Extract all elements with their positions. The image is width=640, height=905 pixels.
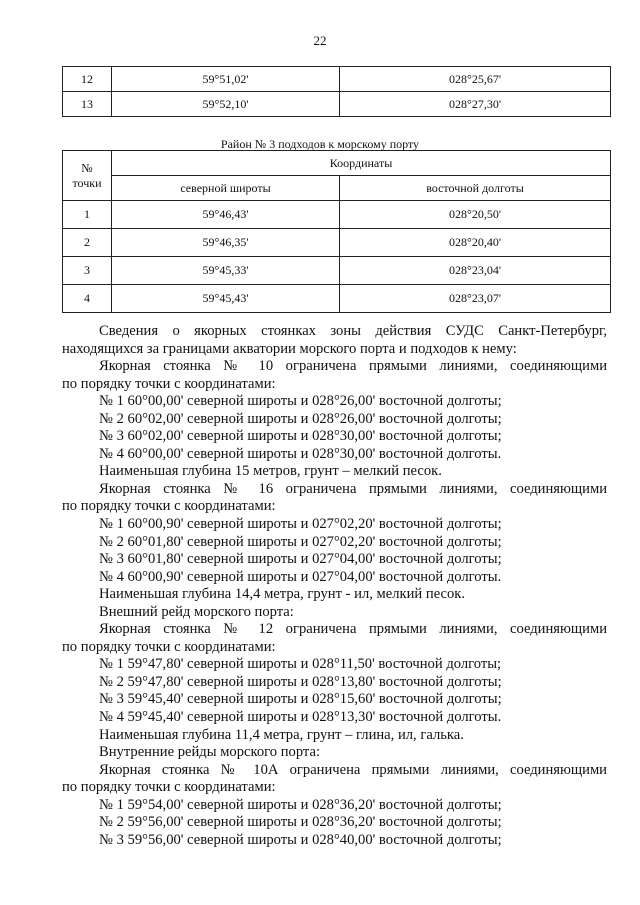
point-number-cell: 2 [63, 229, 112, 257]
anchorage-10-point-2: № 2 60°02,00' северной широты и 028°26,00' восточной долготы; [99, 410, 502, 427]
page-number: 22 [313, 33, 327, 48]
anchorage-10a-point-3: № 3 59°56,00' северной широты и 028°40,00' восточной долготы; [99, 831, 502, 848]
anchorage-16-point-4: № 4 60°00,90' северной широты и 027°04,00' восточной долготы. [99, 568, 502, 585]
anchorage-information [62, 323, 607, 849]
latitude-cell: 59°46,43' [112, 201, 340, 229]
longitude-cell: 028°20,40' [340, 229, 611, 257]
anchorage-10-description: Якорная стоянка № 10 ограничена прямыми линиями, соединяющими [99, 358, 607, 375]
anchorage-16-depth: Наименьшая глубина 14,4 метра, грунт - ил, мелкий песок. [99, 586, 466, 603]
longitude-header: восточной долготы [340, 176, 611, 201]
latitude-header: северной широты [112, 176, 340, 201]
point-number-cell: 12 [63, 67, 112, 92]
anchorage-16-description: Якорная стоянка № 16 ограничена прямыми линиями, соединяющими [99, 480, 607, 497]
anchorage-10a-description: по порядку точки с координатами: [62, 779, 276, 796]
anchorage-16-point-2: № 2 60°01,80' северной широты и 027°02,20' восточной долготы; [99, 533, 502, 550]
longitude-cell: 028°23,04' [340, 257, 611, 285]
table-subheader-row [63, 176, 611, 201]
table-row [63, 229, 611, 257]
point-number-header: № точки [63, 151, 112, 201]
latitude-cell: 59°45,33' [112, 257, 340, 285]
point-number-cell: 1 [63, 201, 112, 229]
longitude-cell: 028°23,07' [340, 285, 611, 313]
anchorage-12-point-4: № 4 59°45,40' северной широты и 028°13,30' восточной долготы. [99, 709, 502, 726]
anchorage-10-point-3: № 3 60°02,00' северной широты и 028°30,00' восточной долготы; [99, 428, 502, 445]
anchorage-16-description: по порядку точки с координатами: [62, 498, 276, 515]
anchorage-12-point-2: № 2 59°47,80' северной широты и 028°13,80' восточной долготы; [99, 673, 502, 690]
table-row [63, 285, 611, 313]
latitude-cell: 59°46,35' [112, 229, 340, 257]
intro-paragraph-line: Сведения о якорных стоянках зоны действия СУДС Санкт-Петербург, [99, 323, 607, 339]
anchorage-12-description: по порядку точки с координатами: [62, 638, 276, 655]
table-header-row [63, 151, 611, 176]
coordinates-table-continued [62, 66, 611, 117]
anchorage-16-point-1: № 1 60°00,90' северной широты и 027°02,20' восточной долготы; [99, 516, 502, 533]
region-3-coordinates-table [62, 150, 611, 313]
table-row [63, 67, 611, 92]
point-number-cell: 4 [63, 285, 112, 313]
intro-paragraph-line: находящихся за границами акватории морского порта и подходов к нему: [62, 340, 517, 357]
anchorage-10-point-1: № 1 60°00,00' северной широты и 028°26,00' восточной долготы; [99, 393, 502, 410]
table-row [63, 201, 611, 229]
anchorage-10-point-4: № 4 60°00,00' северной широты и 028°30,00' восточной долготы. [99, 445, 502, 462]
latitude-cell: 59°45,43' [112, 285, 340, 313]
anchorage-10-depth: Наименьшая глубина 15 метров, грунт – мелкий песок. [99, 463, 442, 480]
anchorage-12-point-1: № 1 59°47,80' северной широты и 028°11,50' восточной долготы; [99, 656, 502, 673]
longitude-cell: 028°20,50' [340, 201, 611, 229]
longitude-cell: 028°27,30' [340, 92, 611, 117]
outer-roads-heading: Внешний рейд морского порта: [99, 603, 294, 620]
anchorage-10a-point-2: № 2 59°56,00' северной широты и 028°36,20' восточной долготы; [99, 814, 502, 831]
region-3-caption: Район № 3 подходов к морскому порту [220, 137, 420, 151]
latitude-cell: 59°52,10' [112, 92, 340, 117]
anchorage-12-point-3: № 3 59°45,40' северной широты и 028°15,60' восточной долготы; [99, 691, 502, 708]
anchorage-16-point-3: № 3 60°01,80' северной широты и 027°04,00' восточной долготы; [99, 551, 502, 568]
anchorage-10a-description: Якорная стоянка № 10А ограничена прямыми линиями, соединяющими [99, 761, 607, 778]
anchorage-10-description: по порядку точки с координатами: [62, 375, 276, 392]
inner-roads-heading: Внутренние рейды морского порта: [99, 744, 321, 761]
point-number-cell: 3 [63, 257, 112, 285]
longitude-cell: 028°25,67' [340, 67, 611, 92]
coordinates-header: Координаты [112, 151, 611, 176]
table-row [63, 92, 611, 117]
table-row [63, 257, 611, 285]
anchorage-12-description: Якорная стоянка № 12 ограничена прямыми линиями, соединяющими [99, 621, 607, 638]
anchorage-12-depth: Наименьшая глубина 11,4 метра, грунт – глина, ил, галька. [99, 726, 464, 743]
point-number-cell: 13 [63, 92, 112, 117]
latitude-cell: 59°51,02' [112, 67, 340, 92]
anchorage-10a-point-1: № 1 59°54,00' северной широты и 028°36,20' восточной долготы; [99, 796, 502, 813]
